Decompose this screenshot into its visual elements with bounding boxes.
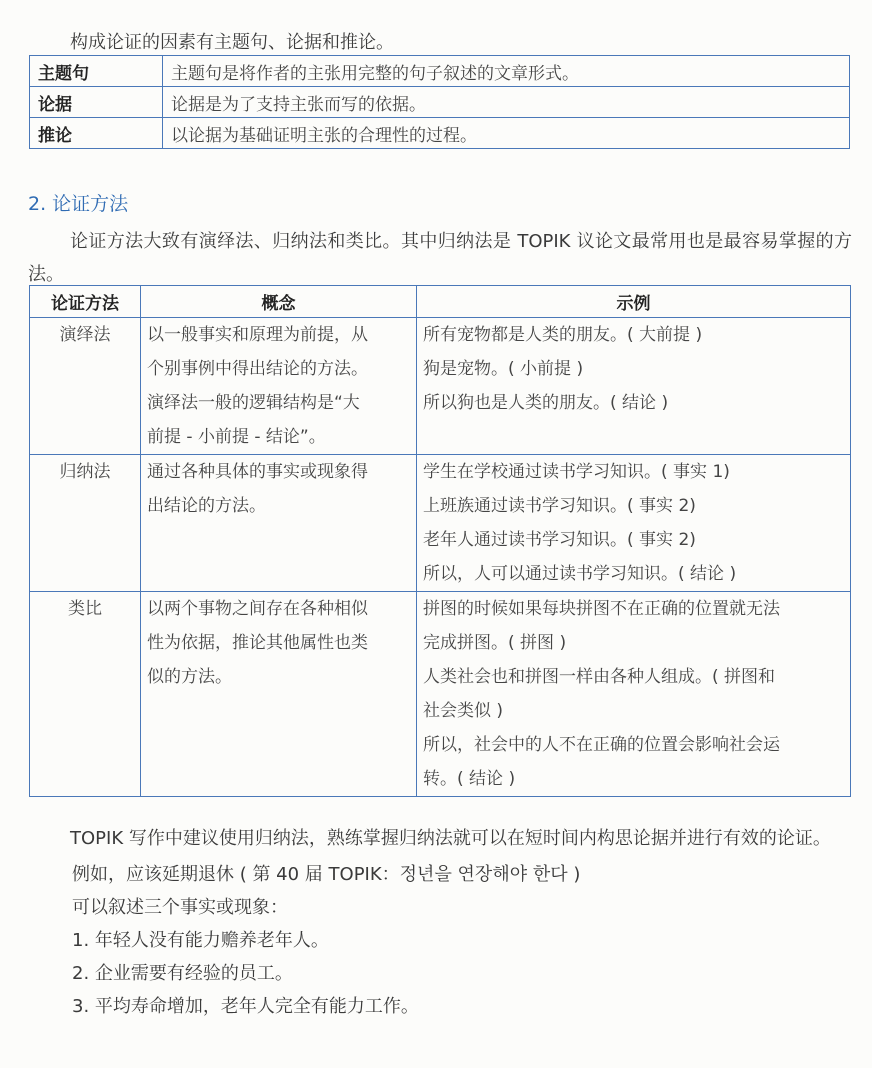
concept-cell: [141, 455, 417, 592]
column-header-concept: 概念: [141, 286, 417, 318]
example-line: 老年人通过读书学习知识。( 事实 2): [423, 530, 696, 550]
element-definition: 以论据为基础证明主张的合理性的过程。: [163, 118, 850, 149]
argument-methods-table: [29, 285, 851, 797]
element-term: 主题句: [30, 56, 163, 87]
closing-section: [28, 822, 854, 1023]
example-line: 上班族通过读书学习知识。( 事实 2): [423, 496, 696, 516]
list-item: 可以叙述三个事实或现象：: [72, 897, 288, 918]
concept-line: [141, 762, 416, 796]
list-item: 3. 平均寿命增加，老年人完全有能力工作。: [72, 996, 419, 1017]
example-line: 所有宠物都是人类的朋友。( 大前提 ): [423, 325, 703, 345]
concept-cell: [141, 592, 417, 797]
concept-line: 出结论的方法。: [147, 496, 266, 516]
intro-sentence: 构成论证的因素有主题句、论据和推论。: [70, 32, 394, 53]
example-line: 所以，人可以通过读书学习知识。( 结论 ): [423, 564, 737, 584]
example-line: 所以，社会中的人不在正确的位置会影响社会运: [423, 735, 780, 755]
concept-line: [141, 694, 416, 728]
section-heading: 2. 论证方法: [28, 193, 129, 215]
example-line: 完成拼图。( 拼图 ): [423, 633, 567, 653]
table-row: [30, 56, 850, 87]
concept-line: 演绎法一般的逻辑结构是“大: [147, 393, 360, 413]
method-name: 演绎法: [59, 325, 111, 345]
concept-line: [141, 728, 416, 762]
element-definition: 主题句是将作者的主张用完整的句子叙述的文章形式。: [163, 56, 850, 87]
argument-elements-table: [29, 55, 850, 149]
example-line: 学生在学校通过读书学习知识。( 事实 1): [423, 462, 730, 482]
example-line: 社会类似 ): [423, 701, 504, 721]
method-name: 类比: [68, 599, 102, 619]
element-definition: 论据是为了支持主张而写的依据。: [163, 87, 850, 118]
table-row: [30, 87, 850, 118]
concept-line: 似的方法。: [147, 667, 232, 687]
example-line: [417, 420, 850, 454]
column-header-method: 论证方法: [30, 286, 141, 318]
table-header-row: [30, 286, 851, 318]
example-cell: [417, 318, 851, 455]
table-row: [30, 592, 851, 797]
list-item: 2. 企业需要有经验的员工。: [72, 963, 293, 984]
table-row: [30, 318, 851, 455]
concept-line: 性为依据，推论其他属性也类: [147, 633, 368, 653]
concept-line: 以两个事物之间存在各种相似: [147, 599, 368, 619]
concept-line: [141, 523, 416, 557]
example-cell: [417, 455, 851, 592]
example-list: [72, 858, 854, 1023]
paragraph-recommendation: TOPIK 写作中建议使用归纳法，熟练掌握归纳法就可以在短时间内构思论据并进行有效的论证。: [70, 828, 831, 849]
column-header-example: 示例: [417, 286, 851, 318]
list-item: 1. 年轻人没有能力赡养老年人。: [72, 930, 329, 951]
concept-cell: [141, 318, 417, 455]
method-name-cell: [30, 318, 141, 455]
concept-line: 通过各种具体的事实或现象得: [147, 462, 368, 482]
paragraph-methods-intro: 论证方法大致有演绎法、归纳法和类比。其中归纳法是 TOPIK 议论文最常用也是最容易掌握的方法。: [28, 231, 852, 285]
method-name-cell: [30, 592, 141, 797]
concept-line: [141, 557, 416, 591]
table-row: [30, 455, 851, 592]
example-line: 拼图的时候如果每块拼图不在正确的位置就无法: [423, 599, 780, 619]
example-line: 狗是宠物。( 小前提 ): [423, 359, 584, 379]
method-name: 归纳法: [59, 462, 111, 482]
list-item: 例如，应该延期退休 ( 第 40 届 TOPIK：정년을 연장해야 한다 ): [72, 864, 581, 885]
element-term: 推论: [30, 118, 163, 149]
concept-line: 前提 - 小前提 - 结论”。: [147, 427, 326, 447]
table-row: [30, 118, 850, 149]
example-line: 所以狗也是人类的朋友。( 结论 ): [423, 393, 669, 413]
example-cell: [417, 592, 851, 797]
concept-line: 以一般事实和原理为前提，从: [147, 325, 368, 345]
method-name-cell: [30, 455, 141, 592]
example-line: 转。( 结论 ): [423, 769, 516, 789]
element-term: 论据: [30, 87, 163, 118]
concept-line: 个别事例中得出结论的方法。: [147, 359, 368, 379]
example-line: 人类社会也和拼图一样由各种人组成。( 拼图和: [423, 667, 776, 687]
